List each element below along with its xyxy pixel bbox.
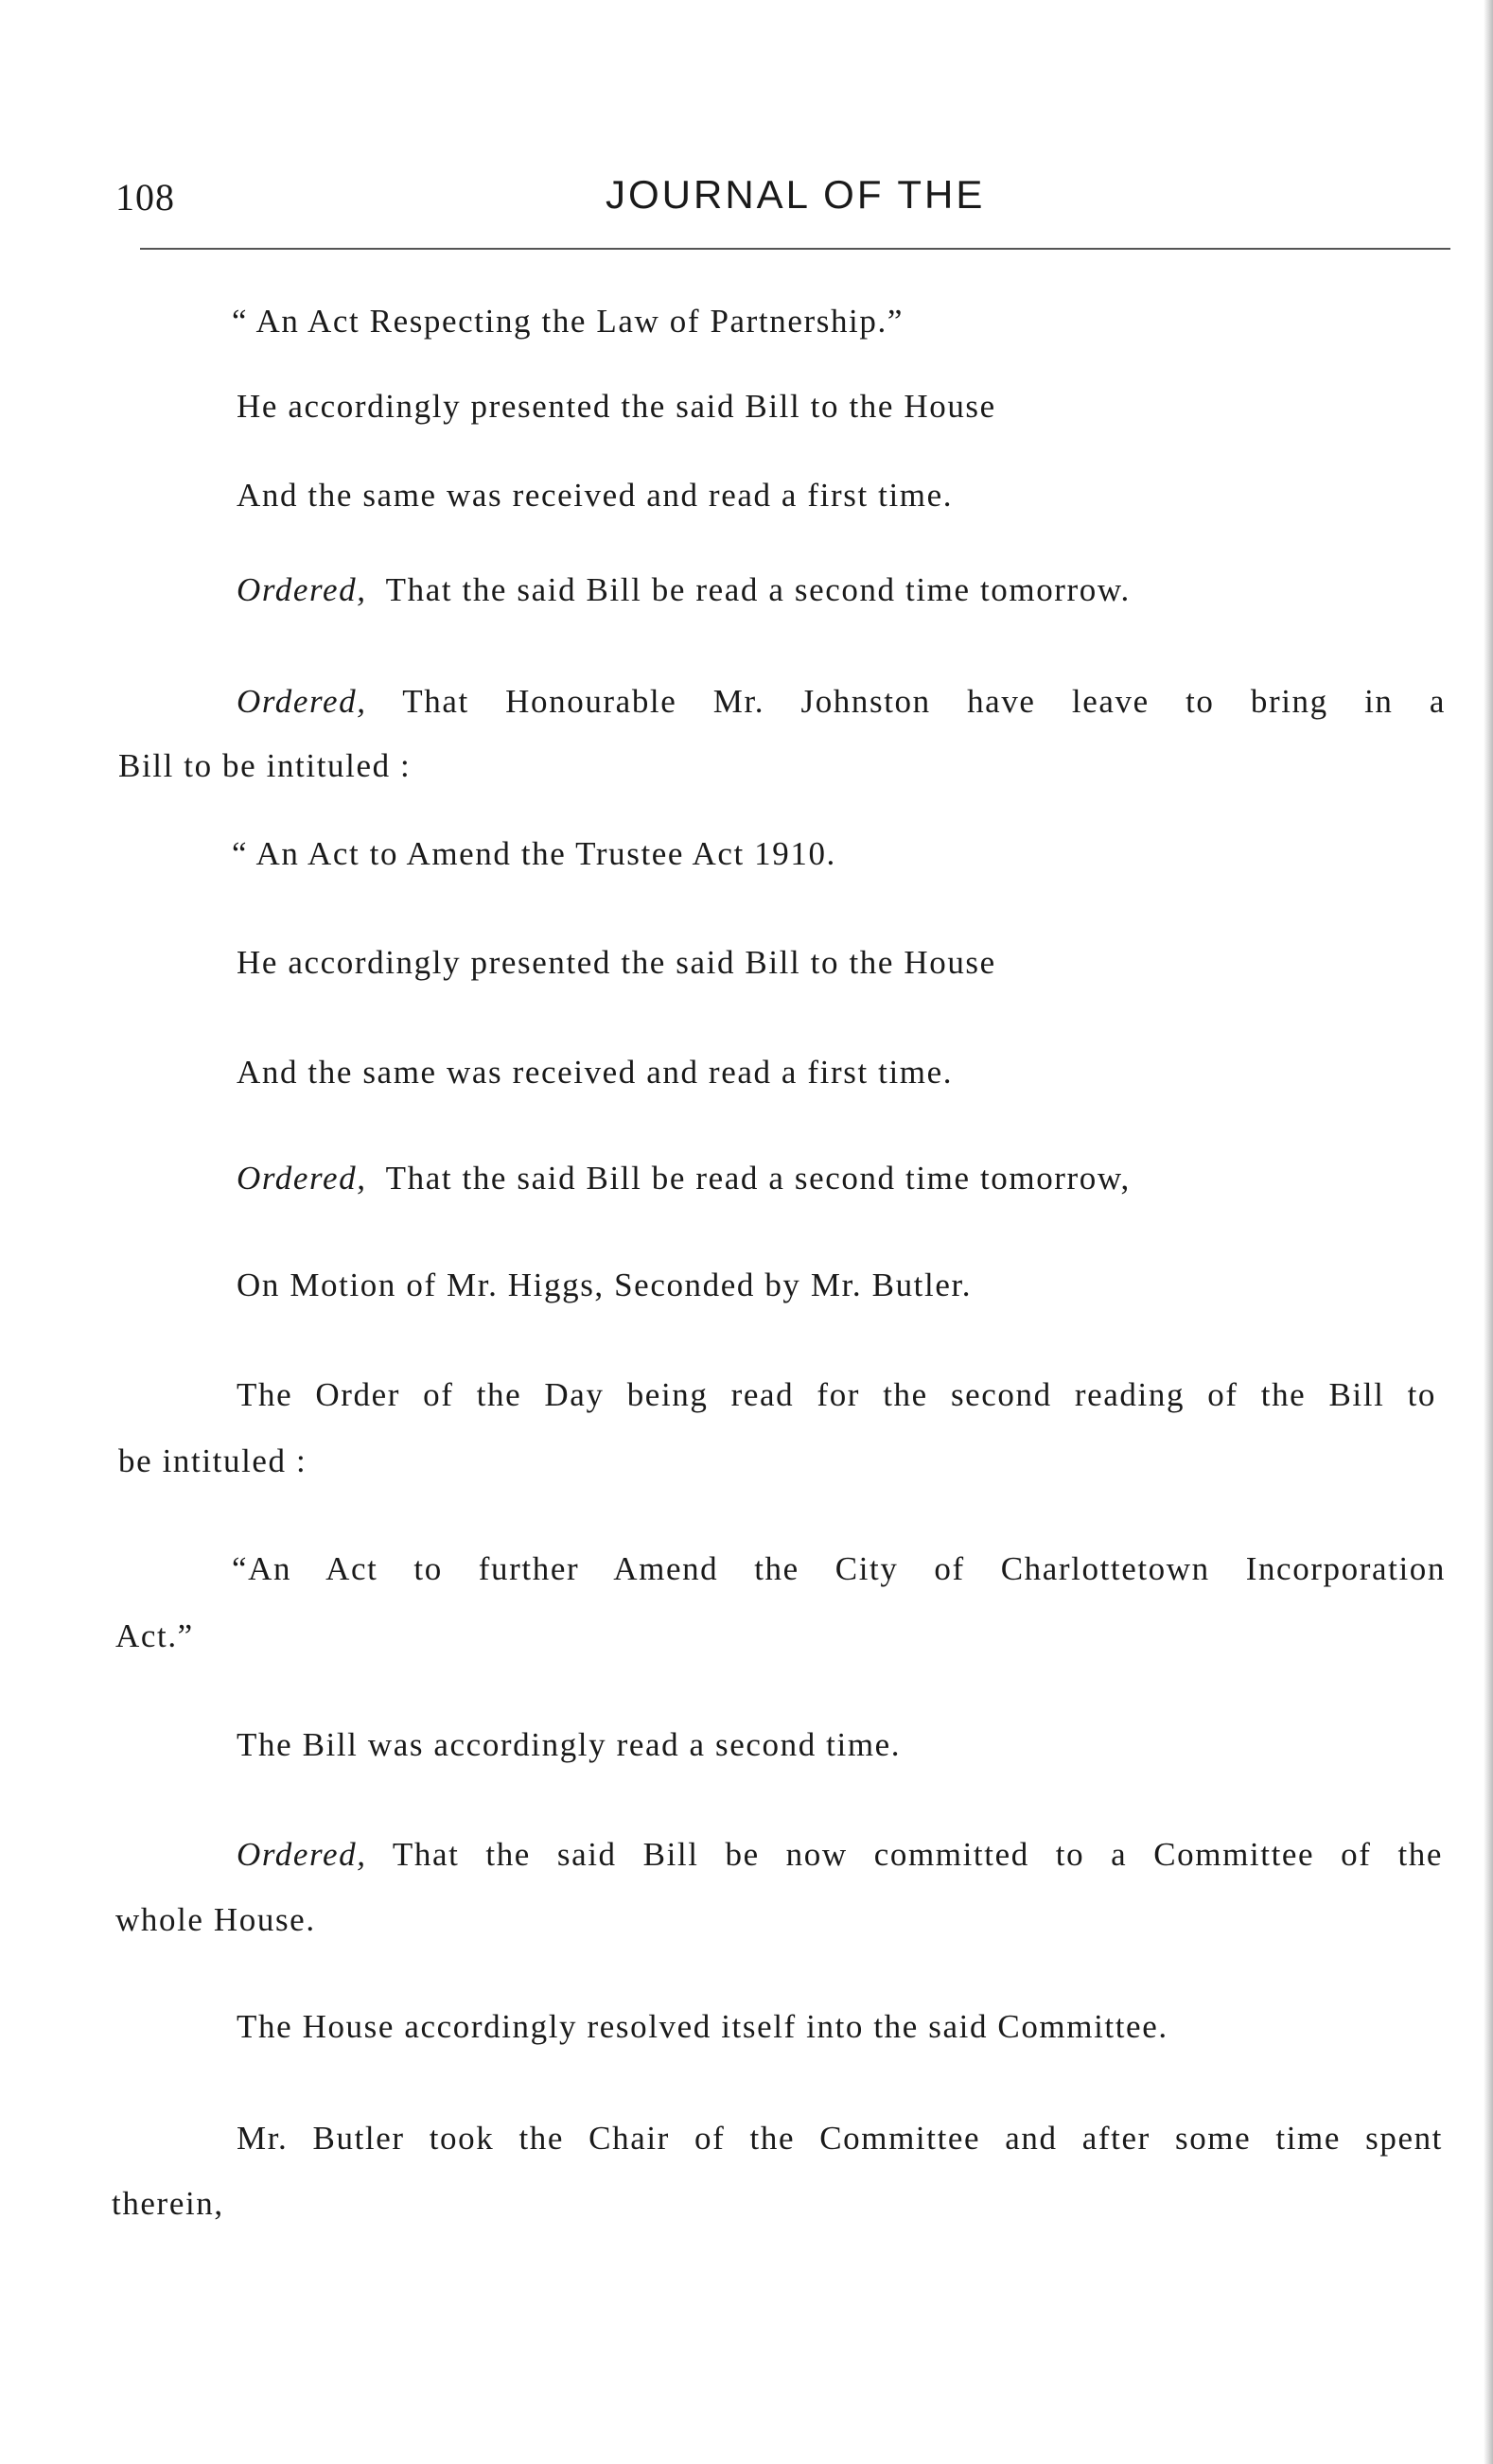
text-line: Bill to be intituled : xyxy=(118,747,412,784)
ordered-label: Ordered, xyxy=(237,1160,367,1197)
line-text: That the said Bill be read a second time tomorrow, xyxy=(366,1160,1131,1197)
text-line: He accordingly presented the said Bill to the House xyxy=(237,388,996,425)
running-head: JOURNAL OF THE xyxy=(606,172,986,217)
text-line xyxy=(237,1838,1443,1871)
line-text: That the said Bill be read a second time tomorrow. xyxy=(366,571,1131,608)
text-line: And the same was received and read a first time. xyxy=(237,1054,954,1091)
text-line: be intituled : xyxy=(118,1442,307,1479)
text-line: And the same was received and read a first time. xyxy=(237,477,954,514)
ordered-label: Ordered, xyxy=(237,571,367,608)
text-line: Mr. Butler took the Chair of the Committee and after some time spent xyxy=(237,2120,1443,2157)
line-text: That the said Bill be now committed to a Committee of the xyxy=(366,1836,1443,1873)
header-rule xyxy=(140,248,1450,250)
text-line xyxy=(237,685,1446,718)
line-text: That Honourable Mr. Johnston have leave to bring in a xyxy=(366,683,1446,720)
text-line: He accordingly presented the said Bill to the House xyxy=(237,944,996,981)
text-line: Act.” xyxy=(115,1617,194,1654)
page-edge-shadow xyxy=(1484,0,1493,2464)
text-line xyxy=(237,573,1131,606)
text-line: The Bill was accordingly read a second time. xyxy=(237,1726,902,1763)
text-line xyxy=(237,1162,1131,1195)
text-line: “ An Act Respecting the Law of Partnership.” xyxy=(232,303,904,340)
page-number: 108 xyxy=(115,176,175,218)
text-line: On Motion of Mr. Higgs, Seconded by Mr. Butler. xyxy=(237,1267,973,1303)
text-line: The House accordingly resolved itself into the said Committee. xyxy=(237,2008,1168,2045)
text-line: “ An Act to Amend the Trustee Act 1910. xyxy=(232,835,836,872)
text-line: therein, xyxy=(112,2185,224,2222)
text-line: “An Act to further Amend the City of Charlottetown Incorporation xyxy=(232,1550,1446,1587)
text-line: The Order of the Day being read for the second reading of the Bill to xyxy=(237,1376,1436,1413)
text-line: whole House. xyxy=(115,1901,316,1938)
ordered-label: Ordered, xyxy=(237,1836,367,1873)
ordered-label: Ordered, xyxy=(237,683,367,720)
